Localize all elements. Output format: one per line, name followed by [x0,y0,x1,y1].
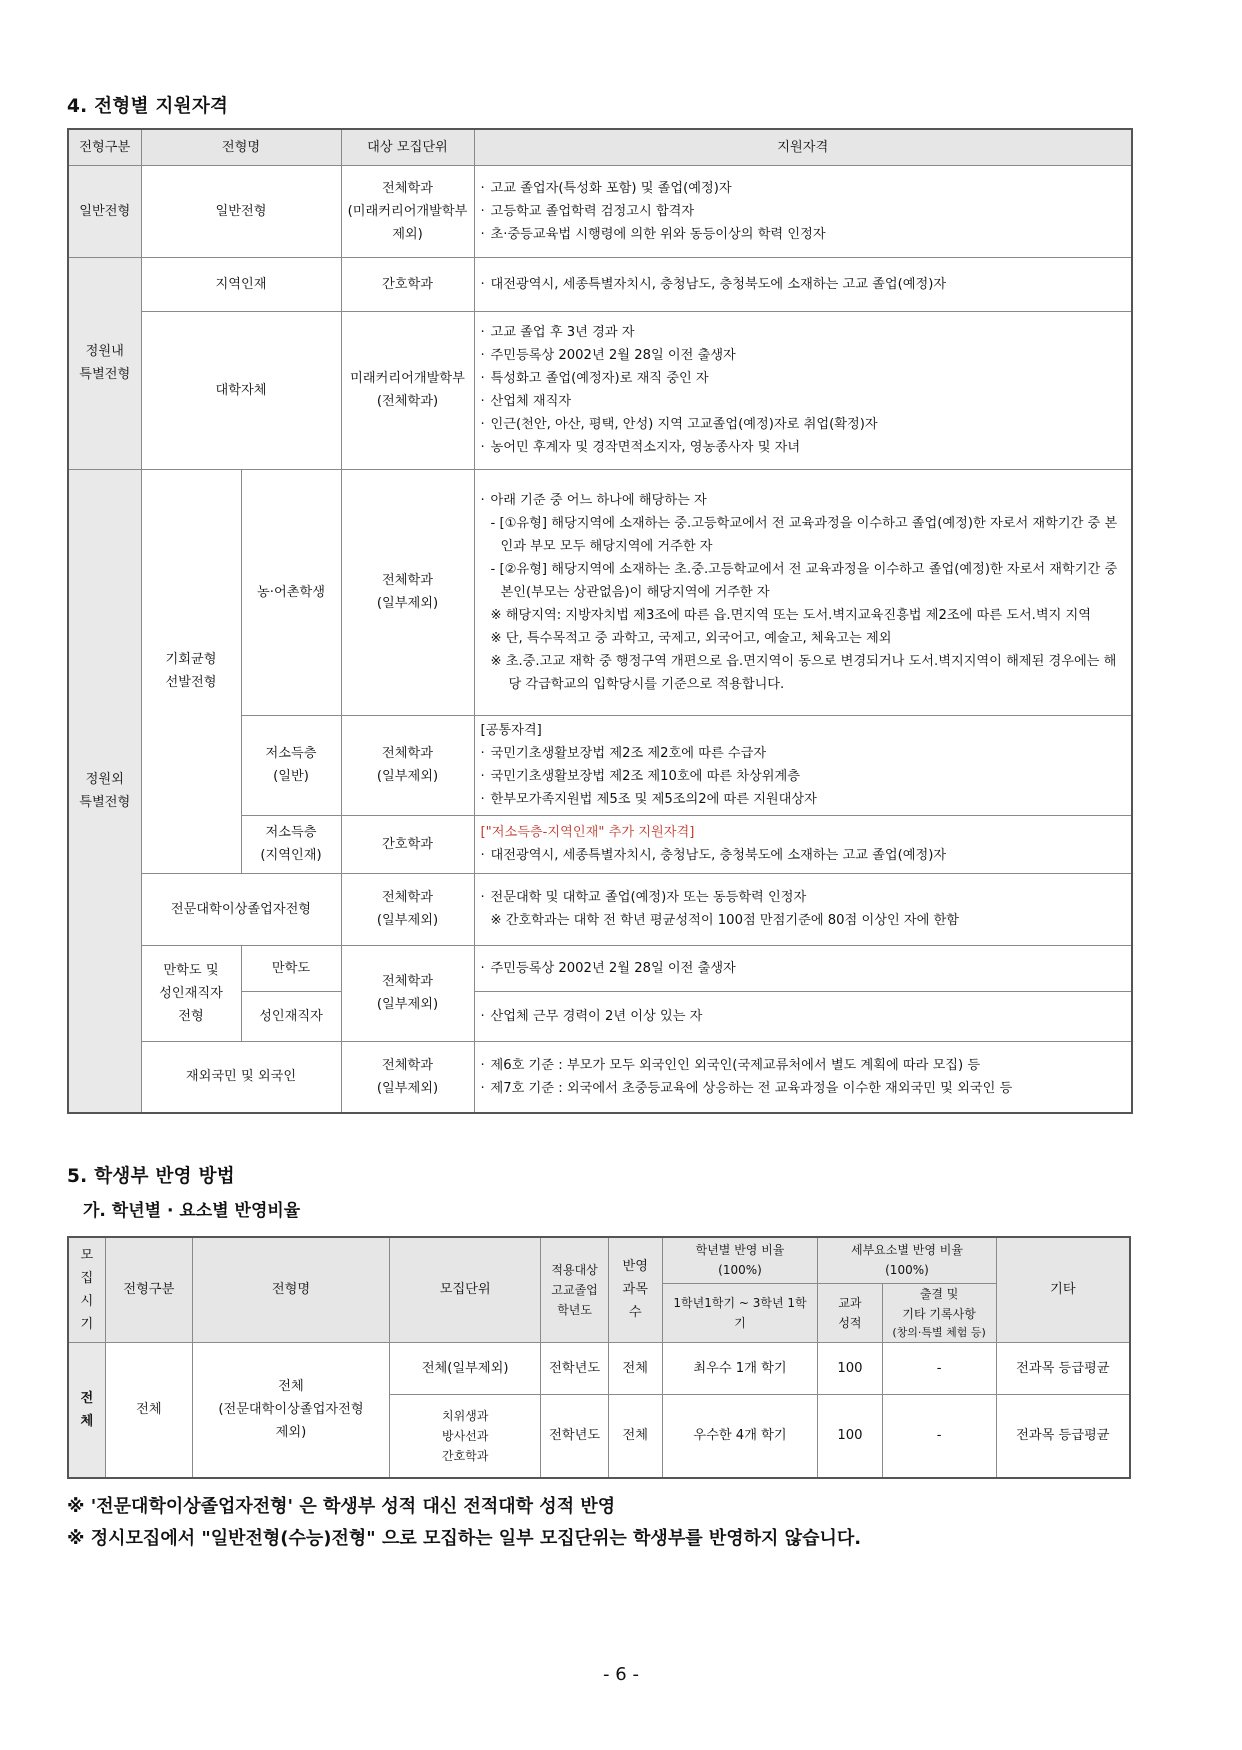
self-quals [474,311,1132,469]
list-item: · 한부모가족지원법 제5조 및 제5조의2에 따른 지원대상자 [481,788,1126,811]
list-item: · 산업체 재직자 [481,390,1126,413]
lowincome-quals [474,715,1132,815]
header-grade-ratio: 학년별 반영 비율 (100%) [662,1237,818,1283]
lowincome-regional-name: 저소득층 (지역인재) [241,815,341,873]
period-cell: 전체 [68,1342,105,1478]
header-period: 모집 시기 [68,1237,105,1342]
farm-type-2: - [②유형] 해당지역에 소재하는 초.중.고등학교에서 전 교육과정을 이수하고 졸업(예정)한 자로서 재학기간 중 본인(부모는 상관없음)이 해당지역에 거주한 자 [490,561,1118,600]
header-score: 교과 성적 [818,1283,882,1342]
self-unit: 미래커리어개발학부 (전체학과) [341,311,474,469]
farm-note: ※ 단, 특수목적고 중 과학고, 국제고, 외국어고, 예술고, 체육고는 제외 [490,630,892,646]
regional-name: 지역인재 [141,257,341,311]
list-item: · 농어민 후계자 및 경작면적소지자, 영농종사자 및 자녀 [481,436,1126,459]
record-ratio-table [67,1236,1131,1479]
section-4-title: 4. 전형별 지원자격 [67,96,229,117]
header-name: 전형명 [192,1237,389,1342]
worker-name: 성인재직자 [241,991,341,1041]
table-row-subjects: 전체 [608,1394,662,1478]
foreign-name: 재외국민 및 외국인 [141,1041,341,1113]
table-row-unit: 치위생과 방사선과 간호학과 [389,1394,540,1478]
header-category: 전형구분 [68,129,141,165]
table-row-etc: 전과목 등급평균 [996,1342,1130,1394]
lowincome-name: 저소득층 (일반) [241,715,341,815]
regional-unit: 간호학과 [341,257,474,311]
header-element-ratio: 세부요소별 반영 비율 (100%) [818,1237,996,1283]
footnote-college: ※ '전문대학이상졸업자전형' 은 학생부 성적 대신 전적대학 성적 반영 [67,1496,616,1517]
table-row-attendance: - [882,1342,996,1394]
late-qual: · 주민등록상 2002년 2월 28일 이전 출생자 [474,945,1132,991]
list-item: · 제7호 기준 : 외국에서 초중등교육에 상응하는 전 교육과정을 이수한 재외국민 및 외국인 등 [481,1077,1126,1100]
college-unit: 전체학과 (일부제외) [341,873,474,945]
section-5-subtitle: 가. 학년별 · 요소별 반영비율 [83,1201,301,1221]
header-unit: 대상 모집단위 [341,129,474,165]
table-row-grade: 최우수 1개 학기 [662,1342,818,1394]
extra-label: ["저소득층-지역인재" 추가 지원자격] [480,825,695,840]
common-label: [공통자격] [480,723,542,738]
outside-category: 정원외 특별전형 [68,469,141,1113]
worker-qual: · 산업체 근무 경력이 2년 이상 있는 자 [474,991,1132,1041]
college-note: ※ 간호학과는 대학 전 학년 평균성적이 100점 만점기준에 80점 이상인 자에 한함 [490,913,960,928]
college-name: 전문대학이상졸업자전형 [141,873,341,945]
header-year: 적용대상 고교졸업 학년도 [541,1237,608,1342]
inside-category: 정원내 특별전형 [68,257,141,469]
list-item: · 고교 졸업자(특성화 포함) 및 졸업(예정)자 [481,177,1126,200]
header-name: 전형명 [141,129,341,165]
header-grade-range: 1학년1학기 ~ 3학년 1학기 [662,1283,818,1342]
lowincome-regional-quals: ["저소득층-지역인재" 추가 지원자격] · 대전광역시, 세종특별자치시, 충청남도, 충청북도에 소재하는 고교 졸업(예정)자 [474,815,1132,873]
name-cell: 전체 (전문대학이상졸업자전형 제외) [192,1342,389,1478]
table-row-year: 전학년도 [541,1342,608,1394]
header-subjects: 반영 과목 수 [608,1237,662,1342]
general-category: 일반전형 [68,165,141,257]
college-quals: · 전문대학 및 대학교 졸업(예정)자 또는 동등학력 인정자 ※ 간호학과는 대학 전 학년 평균성적이 100점 만점기준에 80점 이상인 자에 한함 [474,873,1132,945]
general-name: 일반전형 [141,165,341,257]
list-item: · 특성화고 졸업(예정자)로 재직 중인 자 [481,367,1126,390]
regional-qual: · 대전광역시, 세종특별자치시, 충청남도, 충청북도에 소재하는 고교 졸업(예정)자 [474,257,1132,311]
list-item: · 고등학교 졸업학력 검정고시 합격자 [481,200,1126,223]
foreign-unit: 전체학과 (일부제외) [341,1041,474,1113]
lowincome-unit: 전체학과 (일부제외) [341,715,474,815]
header-unit: 모집단위 [389,1237,540,1342]
table-row-etc: 전과목 등급평균 [996,1394,1130,1478]
list-item: · 제6호 기준 : 부모가 모두 외국인인 외국인(국제교류처에서 별도 계획에 따라 모집) 등 [481,1054,1126,1077]
table-row-year: 전학년도 [541,1394,608,1478]
farm-name: 농·어촌학생 [241,469,341,715]
header-qualification: 지원자격 [474,129,1132,165]
table-row-score: 100 [818,1394,882,1478]
list-item: · 초·중등교육법 시행령에 의한 위와 동등이상의 학력 인정자 [481,223,1126,246]
general-quals [474,165,1132,257]
farm-type-1: - [①유형] 해당지역에 소재하는 중.고등학교에서 전 교육과정을 이수하고 졸업(예정)한 자로서 재학기간 중 본인과 부모 모두 해당지역에 거주한 자 [490,515,1118,554]
table-row-attendance: - [882,1394,996,1478]
late-name: 만학도 [241,945,341,991]
farm-quals: · 아래 기준 중 어느 하나에 해당하는 자 - [①유형] 해당지역에 소재하는 중.고등학교에서 전 교육과정을 이수하고 졸업(예정)한 자로서 재학기간 중 본인과 부모 모두 해당지역에 거주한 자 - [②유형] 해당지역에 소재하는 초.중.고등학교에서 전 교육과정을 이수하고 졸업(예정)한 자로서 재학기간 중 본인(부모는 상관없음)이 해당지역에 거주한 자 ※ 해당지역: 지방자치법 제3조에 따른 읍.면지역 또는 도서.벽지교육진흥법 제2조에 따른 도서.벽지 지역 ※ 단, 특수목적고 중 과학고, 국제고, 외국어고, 예술고, 체육고는 제외 ※ 초.중.고교 재학 중 행정구역 개편으로 읍.면지역이 동으로 변경되거나 도서.벽지지역이 해제된 경우에는 해당 각급학교의 입학당시를 기준으로 적용합니다. [474,469,1132,715]
category-cell: 전체 [105,1342,192,1478]
late-group: 만학도 및 성인재직자 전형 [141,945,241,1041]
farm-note: ※ 해당지역: 지방자치법 제3조에 따른 읍.면지역 또는 도서.벽지교육진흥법 제2조에 따른 도서.벽지 지역 [490,607,1092,623]
header-attendance: 출결 및 기타 기록사항 (창의·특별 체험 등) [882,1283,996,1342]
balance-group: 기회균형 선발전형 [141,469,241,873]
lowincome-regional-unit: 간호학과 [341,815,474,873]
list-item: · 고교 졸업 후 3년 경과 자 [481,321,1126,344]
table-row-unit: 전체(일부제외) [389,1342,540,1394]
header-etc: 기타 [996,1237,1130,1342]
list-item: · 국민기초생활보장법 제2조 제2호에 따른 수급자 [481,742,1126,765]
table-row-subjects: 전체 [608,1342,662,1394]
general-unit: 전체학과 (미래커리어개발학부 제외) [341,165,474,257]
list-item: · 주민등록상 2002년 2월 28일 이전 출생자 [481,344,1126,367]
eligibility-table [67,128,1133,1114]
farm-note: ※ 초.중.고교 재학 중 행정구역 개편으로 읍.면지역이 동으로 변경되거나 도서.벽지지역이 해제된 경우에는 해당 각급학교의 입학당시를 기준으로 적용합니다. [490,653,1117,692]
list-item: · 국민기초생활보장법 제2조 제10호에 따른 차상위계층 [481,765,1126,788]
table-row-grade: 우수한 4개 학기 [662,1394,818,1478]
section-5-title: 5. 학생부 반영 방법 [67,1166,235,1187]
list-item: · 인근(천안, 아산, 평택, 안성) 지역 고교졸업(예정)자로 취업(확정)자 [481,413,1126,436]
page-number: - 6 - [603,1664,639,1685]
late-unit: 전체학과 (일부제외) [341,945,474,1041]
self-name: 대학자체 [141,311,341,469]
table-row-score: 100 [818,1342,882,1394]
farm-unit: 전체학과 (일부제외) [341,469,474,715]
footnote-regular: ※ 정시모집에서 "일반전형(수능)전형" 으로 모집하는 일부 모집단위는 학생부를 반영하지 않습니다. [67,1528,862,1549]
header-category: 전형구분 [105,1237,192,1342]
foreign-quals [474,1041,1132,1113]
